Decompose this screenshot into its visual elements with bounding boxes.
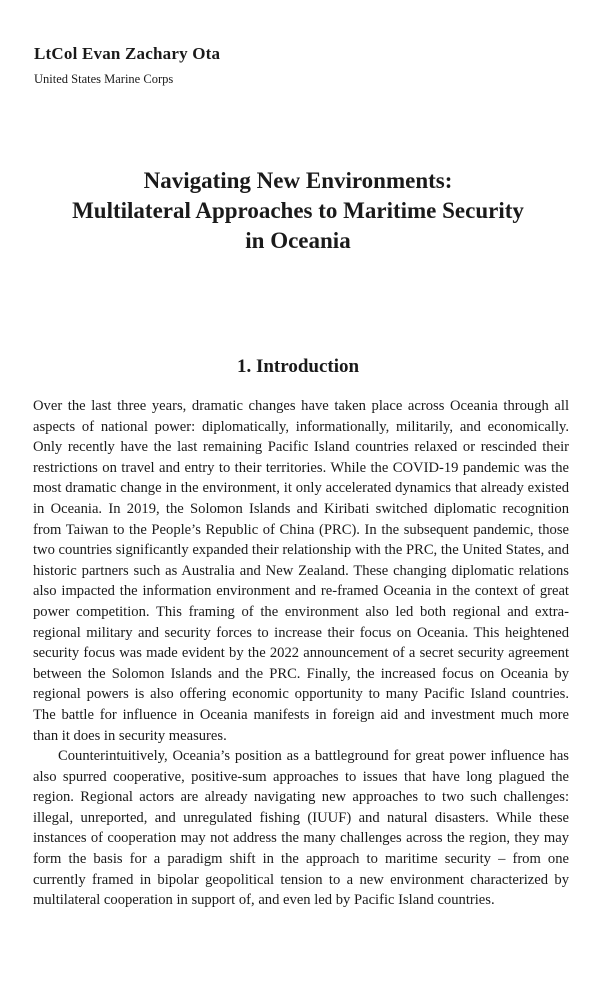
paragraph: Over the last three years, dramatic changes have taken place across Oceania through all aspects of national power: diplomatically, informationally, militarily, and economically. Only recently have the last remaining Pacific Island countries relaxed or rescinded their restrictions on travel and entry to their territories. While the COVID-19 pandemic was the most dramatic change in the environment, it only accelerated dynamics that already existed in Oceania. In 2019, the Solomon Islands and Kiribati switched diplomatic recognition from Taiwan to the People’s Republic of China (PRC). In the subsequent pandemic, those two countries significantly expanded their relationship with the PRC, the United States, and historic partners such as Australia and New Zealand. These changing diplomatic relations also impacted the information environment and re-framed Oceania in the context of great power competition. This framing of the environment also led both regional and extra-regional military and security forces to increase their focus on Oceania. This heightened security focus was made evident by the 2022 announcement of a secret security agreement between the Solomon Islands and the PRC. Finally, the increased focus on Oceania by regional powers is also offering economic opportunity to many Pacific Island countries. The battle for influence in Oceania manifests in foreign aid and investment much more than it does in security measures. <box>33 398 569 744</box>
paragraph: Counterintuitively, Oceania’s position as a battleground for great power influence has also spurred cooperative, positive-sum approaches to issues that have long plagued the region. Regional actors are already navigating new approaches to two such challenges: illegal, unreported, and unregulated fishing (IUUF) and natural disasters. While these instances of cooperation may not address the many challenges across the region, they may form the basis for a paradigm shift in the approach to maritime security – from one currently framed in bipolar geopolitical tension to a new environment characterized by multilateral cooperation in support of, and even led by Pacific Island countries. <box>33 748 569 909</box>
author-affiliation: United States Marine Corps <box>34 72 174 86</box>
author-name: LtCol Evan Zachary Ota <box>34 44 221 63</box>
title-line: Navigating New Environments: <box>143 168 453 193</box>
title-line: Multilateral Approaches to Maritime Security <box>72 198 524 223</box>
title-line: in Oceania <box>245 228 351 253</box>
paper-title <box>20 166 576 256</box>
section-heading: 1. Introduction <box>236 356 360 377</box>
body-text <box>33 396 569 911</box>
